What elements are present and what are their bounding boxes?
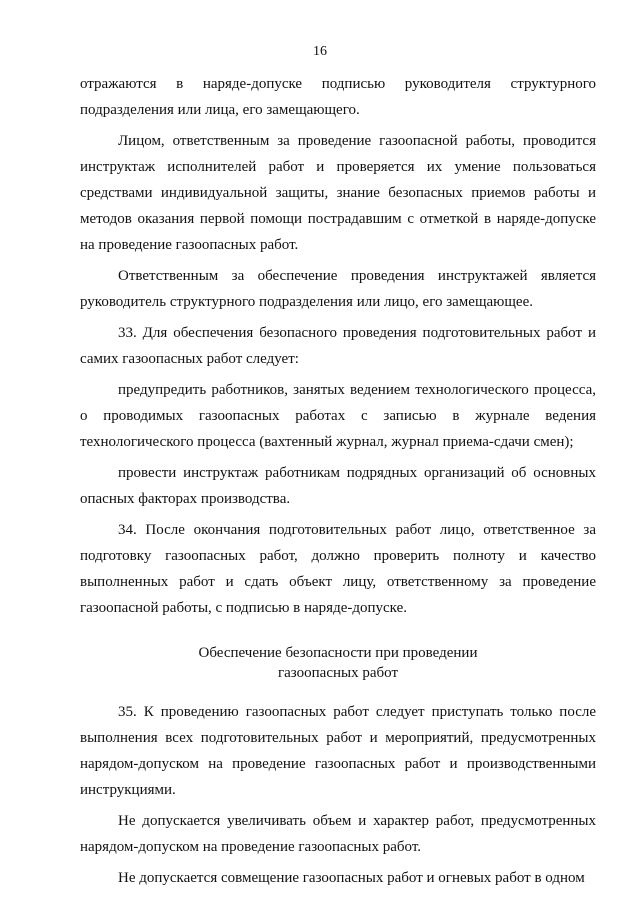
paragraph-responsible-briefings: Ответственным за обеспечение проведения инструктажей является руководитель структурного подразделения или лицо, его замещающее. [80, 268, 596, 310]
paragraph-item-33: 33. Для обеспечения безопасного проведения подготовительных работ и самих газоопасных работ следует: [80, 325, 596, 367]
paragraph-item-34: 34. После окончания подготовительных работ лицо, ответственное за подготовку газоопасных работ, должно проверить полноту и качество выполненных работ и сдать объект лицу, ответственному за проведение газоопасной работы, с подписью в наряде-допуске. [80, 522, 596, 616]
section-heading-line-2: газоопасных работ [278, 665, 398, 681]
document-body [80, 71, 596, 896]
paragraph-no-increase: Не допускается увеличивать объем и характер работ, предусмотренных нарядом-допуском на проведение газоопасных работ. [80, 813, 596, 855]
paragraph-item-35: 35. К проведению газоопасных работ следует приступать только после выполнения всех подготовительных работ и мероприятий, предусмотренных нарядом-допуском на проведение газоопасных работ и производственными инструкциями. [80, 704, 596, 798]
paragraph-item-33-briefing: провести инструктаж работникам подрядных организаций об основных опасных факторах производства. [80, 465, 596, 507]
section-heading-line-1: Обеспечение безопасности при проведении [198, 645, 478, 661]
paragraph-continuation: отражаются в наряде-допуске подписью руководителя структурного подразделения или лица, его замещающего. [80, 76, 596, 118]
paragraph-no-combination: Не допускается совмещение газоопасных работ и огневых работ в одном [118, 870, 585, 886]
paragraph-briefing: Лицом, ответственным за проведение газоопасной работы, проводится инструктаж исполнителей работ и проверяется их умение пользоваться средствами индивидуальной защиты, знание безопасных приемов работы и методов оказания первой помощи пострадавшим с отметкой в наряде-допуске на проведение газоопасных работ. [80, 133, 596, 253]
paragraph-item-33-warn: предупредить работников, занятых ведением технологического процесса, о проводимых газоопасных работах с записью в журнале ведения технологического процесса (вахтенный журнал, журнал приема-сдачи смен); [80, 382, 596, 450]
page-number: 16 [313, 44, 327, 59]
section-heading [80, 643, 596, 683]
